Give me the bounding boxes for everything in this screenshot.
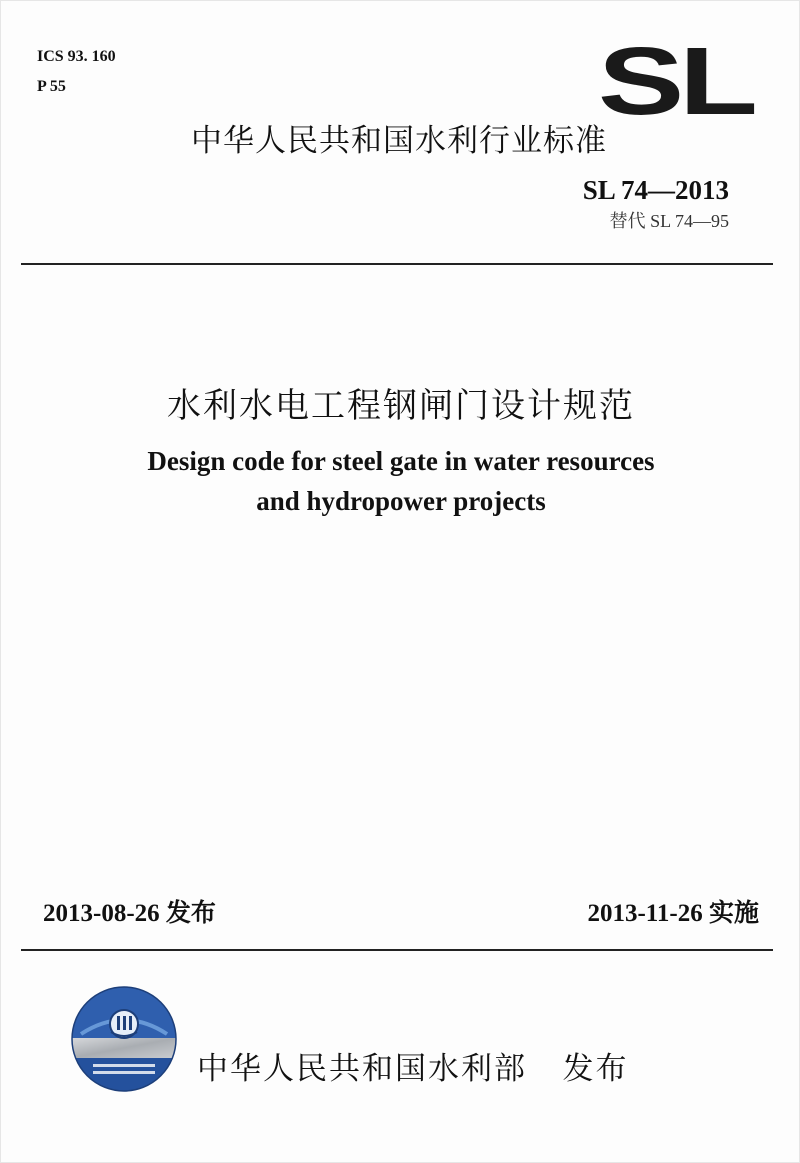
standard-type: 中华人民共和国水利行业标准 [191, 123, 607, 159]
title-english-line1: Design code for steel gate in water resources [147, 446, 655, 476]
anti-counterfeit-seal-icon [71, 986, 177, 1092]
title-english [1, 441, 800, 521]
title-english-line2: and hydropower projects [256, 486, 546, 516]
bottom-divider [21, 949, 773, 951]
sl-logo: SL [598, 28, 753, 135]
implementation-date: 2013-11-26 实施 [587, 900, 759, 927]
title-chinese: 水利水电工程钢闸门设计规范 [167, 386, 635, 426]
ics-code: ICS 93. 160 [37, 48, 116, 65]
top-divider [21, 263, 773, 265]
standard-number: SL 74—2013 [582, 175, 729, 205]
issue-date: 2013-08-26 发布 [43, 900, 216, 927]
p-code: P 55 [37, 78, 66, 95]
replaces-standard: 替代 SL 74—95 [609, 211, 729, 231]
publisher: 中华人民共和国水利部 发布 [197, 1051, 629, 1087]
